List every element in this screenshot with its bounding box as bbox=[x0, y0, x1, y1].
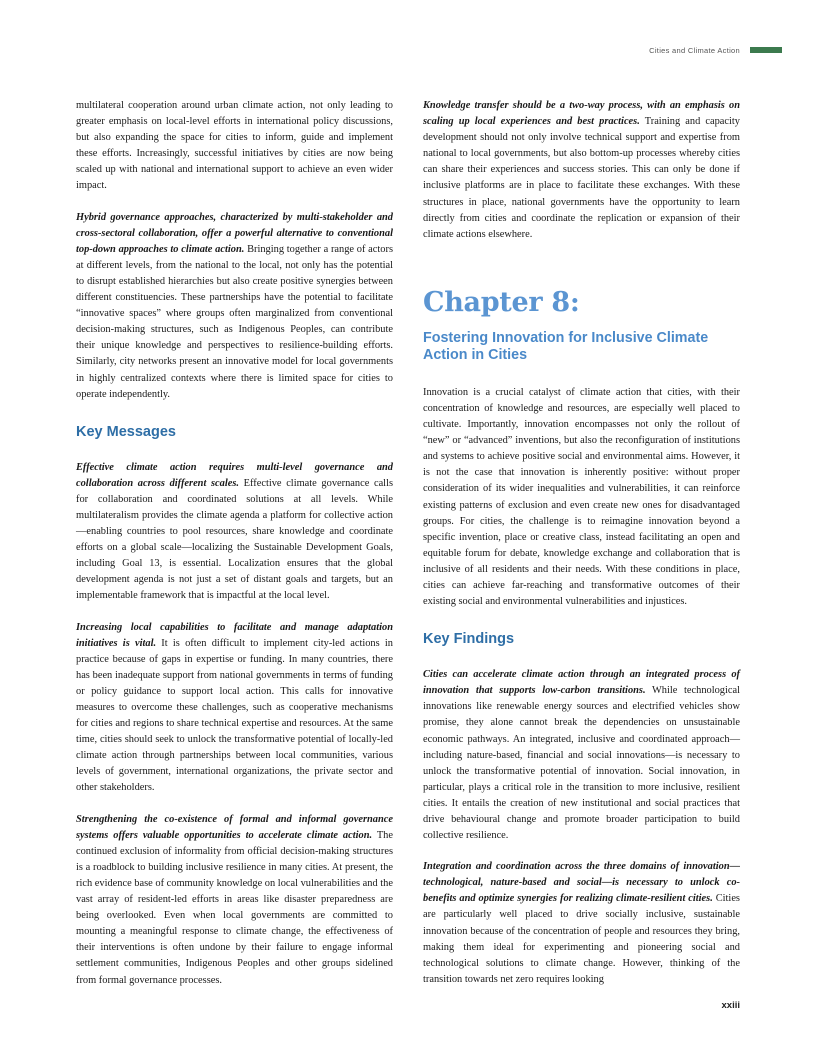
paragraph-lead: Strengthening the co-existence of formal and informal governance systems offers valuable opportunities to accelerate climate action. bbox=[76, 813, 393, 841]
paragraph-lead: Knowledge transfer should be a two-way process, with an emphasis on scaling up local experiences and best practices. bbox=[423, 100, 740, 128]
running-head-text: Cities and Climate Action bbox=[649, 45, 740, 55]
key-messages-heading: Key Messages bbox=[76, 423, 176, 440]
key-findings-heading: Key Findings bbox=[423, 631, 515, 648]
paragraph-lead: Cities can accelerate climate action through an integrated process of innovation that supports low-carbon transitions. bbox=[423, 669, 740, 697]
paragraph-text: While technological innovations like renewable energy sources and electrified vehicles show promise, they alone cannot break the dependencies on unsustainable economic pathways. An integrated, inclusive and coordinated approach—including nature-based, financial and social innovations—is necessary to unlock the transformative potential of innovation. Social innovation, in particular, plays a critical role in the transition to more inclusive, resilient cities. It entails the creation of new institutional and social practices that drive behavioural change and promote broader participation to build collective resilience. bbox=[423, 685, 740, 842]
right-column bbox=[423, 98, 740, 988]
chapter-title: Fostering Innovation for Inclusive Climate Action in Cities bbox=[423, 329, 709, 363]
paragraph bbox=[76, 620, 393, 797]
paragraph-lead: Effective climate action requires multi-level governance and collaboration across different scales. bbox=[76, 461, 393, 489]
chapter-label: Chapter 8: bbox=[423, 286, 580, 318]
page-number: xxiii bbox=[721, 1000, 740, 1011]
paragraph bbox=[423, 667, 740, 844]
running-head bbox=[649, 45, 782, 55]
running-head-bar bbox=[750, 47, 782, 53]
paragraph bbox=[423, 859, 740, 988]
left-column bbox=[76, 98, 393, 989]
paragraph-text: Training and capacity development should not only involve technical support and expertise from national to local governments, but also bottom-up processes whereby cities can share their experiences and success stories. This can only be done if inclusive platforms are in place to facilitate these exchanges. With these structures in place, national governments have the opportunity to learn directly from cities and coordinate the replication or expansion of their climate actions elsewhere. bbox=[423, 116, 741, 240]
paragraph: multilateral cooperation around urban climate action, not only leading to greater emphasis on local-level efforts in international policy discussions, but also expanding the space for cities to inform, guide and implement these efforts. Increasingly, successful initiatives by cities are now being scaled up with national and international support to achieve an even wider impact. bbox=[76, 100, 393, 192]
paragraph-lead: Integration and coordination across the three domains of innovation—technological, nature-based and social—is necessary to unlock co-benefits and optimize synergies for realizing climate-resilient cities. bbox=[423, 861, 740, 905]
paragraph-lead: Hybrid governance approaches, characterized by multi-stakeholder and cross-sectoral collaboration, offer a powerful alternative to conventional top-down approaches to climate action. bbox=[76, 211, 393, 255]
paragraph bbox=[76, 210, 393, 403]
paragraph: Innovation is a crucial catalyst of climate action that cities, with their concentration of knowledge and resources, are especially well placed to cultivate. Importantly, innovation encompasses not only the rollout of “new” or “advanced” inventions, but also the reconfiguration of institutions and systems to achieve positive social and environmental aims. However, it is not the case that innovation is inherently positive: without proper consideration of its wider inequalities and vulnerabilities, it can reinforce existing patterns of exclusion and even create new ones for disadvantaged groups. For cities, the challenge is to reimagine innovation beyond a specific invention, place or creative class, instead facilitating an open and equitable forum for debate, knowledge exchange and collaboration that is inclusive of all residents and their needs. With these conditions in place, cities can achieve far-reaching and transformative outcomes of their existing social and environmental vulnerabilities and injustices. bbox=[423, 386, 740, 608]
paragraph-text: Cities are particularly well placed to drive socially inclusive, sustainable innovation because of the concentration of people and resources they bring, making them ideal for experimenting and pioneering social and technological solutions to climate change. However, thinking of the transition towards net zero requires looking bbox=[423, 893, 740, 985]
paragraph-lead: Increasing local capabilities to facilitate and manage adaptation initiatives is vital. bbox=[76, 621, 393, 649]
paragraph-text: It is often difficult to implement city-led actions in practice because of gaps in expertise or funding. In many countries, there has been inadequate support from national governments in terms of funding or policy guidance to support local action. This calls for innovative measures to overcome these challenges, such as cooperative mechanisms for cities and regions to share technical expertise and resources. At the same time, cities should seek to unlock the transformative potential of locally-led climate action through partnerships between local communities, various levels of government, international organizations, the private sector and other stakeholders. bbox=[76, 637, 393, 794]
paragraph-text: Effective climate governance calls for collaboration and coordinated solutions at all levels. While multilateralism provides the climate agenda a platform for collective action—enabling countries to pool resources, share knowledge and coordinate efforts on a global scale—localizing the Sustainable Development Goals, including Goal 13, is essential. Localization ensures that the global development agenda is not just a set of distant goals and targets, but an implementable framework that is impactful at the local level. bbox=[76, 477, 394, 602]
paragraph bbox=[76, 460, 393, 605]
paragraph bbox=[423, 98, 740, 243]
paragraph-text: The continued exclusion of informality from official decision-making structures is a roadblock to building inclusive resilience in many cities. At present, the rich evidence base of community knowledge on local vulnerabilities and the vast array of resident-led efforts in areas like disaster preparedness are being overlooked. Even when local governments are committed to mounting a meaningful response to climate change, the effectiveness of their interventions is often undone by their failure to engage informal settlement communities, Indigenous Peoples and other groups sidelined from formal governance processes. bbox=[76, 829, 393, 986]
paragraph-text: Bringing together a range of actors at different levels, from the national to the local, not only has the potential to disrupt established hierarchies but also create positive synergies between different constituencies. These partnerships have the potential to facilitate “innovative spaces” where groups often marginalized from conventional decision-making structures, such as Indigenous Peoples, can contribute their unique knowledge and perspectives to resilience-building efforts. Similarly, city networks present an innovative model for local governments in highly centralized contexts where there is limited space for cities to operate independently. bbox=[76, 243, 393, 400]
paragraph bbox=[76, 812, 393, 989]
